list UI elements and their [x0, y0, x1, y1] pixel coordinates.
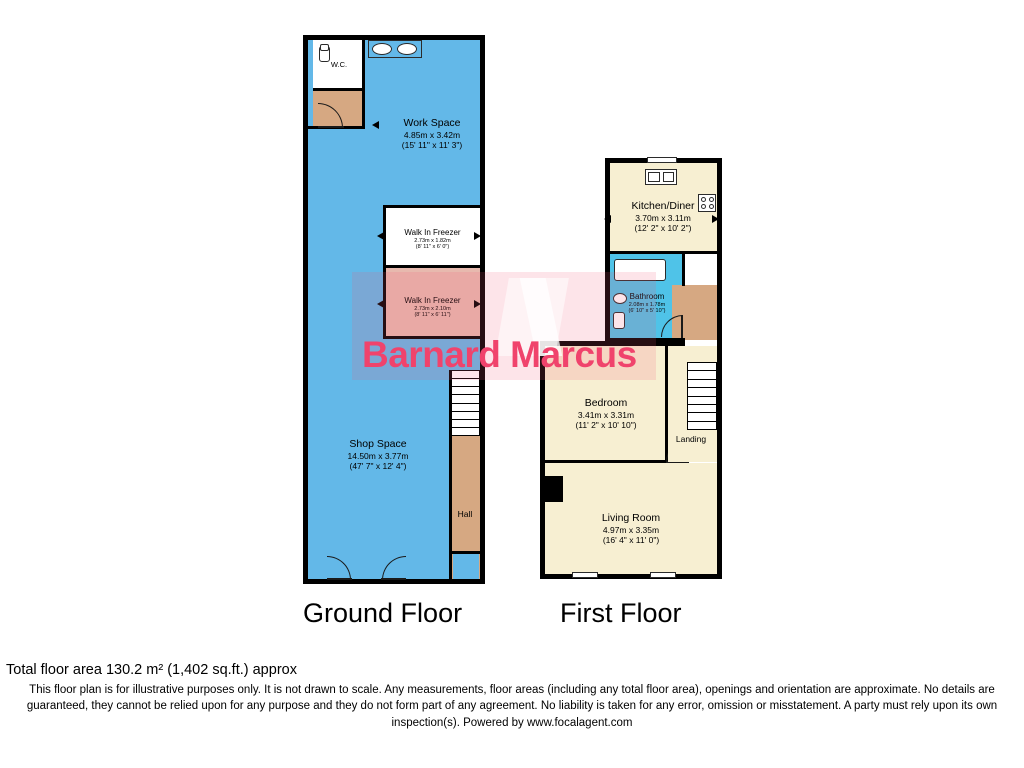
livingroom-window-icon-1 — [572, 572, 598, 578]
kitchen-sink-bowl-icon — [648, 172, 660, 182]
ff-room-label-livingroom: Living Room 4.97m x 3.35m (16' 4" x 11' 0") — [601, 512, 661, 546]
gf-hall-recess — [453, 553, 479, 579]
first-floor-title: First Floor — [560, 598, 682, 628]
gf-front-door-leaf-1 — [327, 578, 352, 580]
ff-room-label-kitchen: Kitchen/Diner 3.70m x 3.11m (12' 2" x 10' 2") — [631, 200, 695, 234]
gf-lobby-door-leaf — [318, 126, 344, 128]
gf-room-label-wc: W.C. — [330, 60, 348, 69]
livingroom-window-icon-2 — [650, 572, 676, 578]
ff-room-label-landing: Landing — [675, 434, 707, 444]
ground-floor-title: Ground Floor — [303, 598, 463, 628]
gf-front-door-leaf-2 — [381, 578, 406, 580]
ff-bathroom-door-leaf — [681, 315, 683, 338]
gf-workspace-arrow-left — [372, 121, 379, 129]
ff-wall-bottom — [540, 574, 722, 579]
gf-room-label-freezer2: Walk In Freezer 2.73m x 2.10m (8' 11" x 6' 11") — [404, 296, 461, 319]
ff-livingroom-chimney — [545, 476, 563, 502]
kitchen-hob-ring-2 — [709, 197, 714, 202]
gf-freezer1-arrow-right — [474, 232, 481, 240]
ff-staircase — [687, 362, 717, 430]
ff-room-label-bedroom: Bedroom 3.41m x 3.31m (11' 2" x 10' 10") — [575, 397, 637, 431]
kitchen-hob-ring-1 — [701, 197, 706, 202]
kitchen-window-icon — [647, 157, 677, 163]
disclaimer-text: This floor plan is for illustrative purposes only. It is not drawn to scale. Any measurements, floor areas (including any total floor area), openings and orientation are approximate. No details are guaranteed, they cannot be relied upon for any purpose and they do not form part of any agreement. No liability is taken for any error, omission or misstatement. A party must rely upon its own inspection(s). Powered by www.focalagent.com — [26, 684, 998, 729]
ff-kitchen-arrow-left — [604, 215, 611, 223]
gf-freezer1-arrow-left — [377, 232, 384, 240]
gf-room-label-workspace: Work Space 4.85m x 3.42m (15' 11" x 11' 3") — [401, 117, 463, 151]
gf-room-label-freezer1: Walk In Freezer 2.73m x 1.82m (8' 11" x 6' 0") — [404, 228, 461, 251]
gf-room-label-shopspace: Shop Space 14.50m x 3.77m (47' 7" x 12' 4") — [347, 438, 409, 472]
footer — [0, 662, 1024, 731]
kitchen-drainer-icon — [663, 172, 674, 182]
kitchen-hob-ring-3 — [701, 204, 706, 209]
gf-hall-recess-wall — [451, 551, 480, 554]
gf-lobby-wall-right — [362, 91, 365, 128]
counter-top-icon — [368, 40, 422, 58]
gf-hall-wall-left — [449, 436, 452, 579]
gf-room-label-hall: Hall — [457, 509, 473, 519]
ff-room-label-bathroom: Bathroom 2.08m x 1.78m (6' 10" x 5' 10") — [628, 292, 666, 315]
wc-cistern-icon — [320, 44, 329, 51]
kitchen-hob-ring-4 — [709, 204, 714, 209]
watermark — [352, 272, 656, 380]
ff-bathroom-wall-right — [682, 254, 685, 286]
gf-freezer1-wall-top — [383, 205, 480, 208]
ff-kitchen-arrow-right — [712, 215, 719, 223]
watermark-text: Barnard Marcus — [362, 334, 637, 375]
total-floor-area: Total floor area 130.2 m² (1,402 sq.ft.) approx — [6, 662, 297, 678]
kitchen-hob-icon — [698, 194, 716, 212]
